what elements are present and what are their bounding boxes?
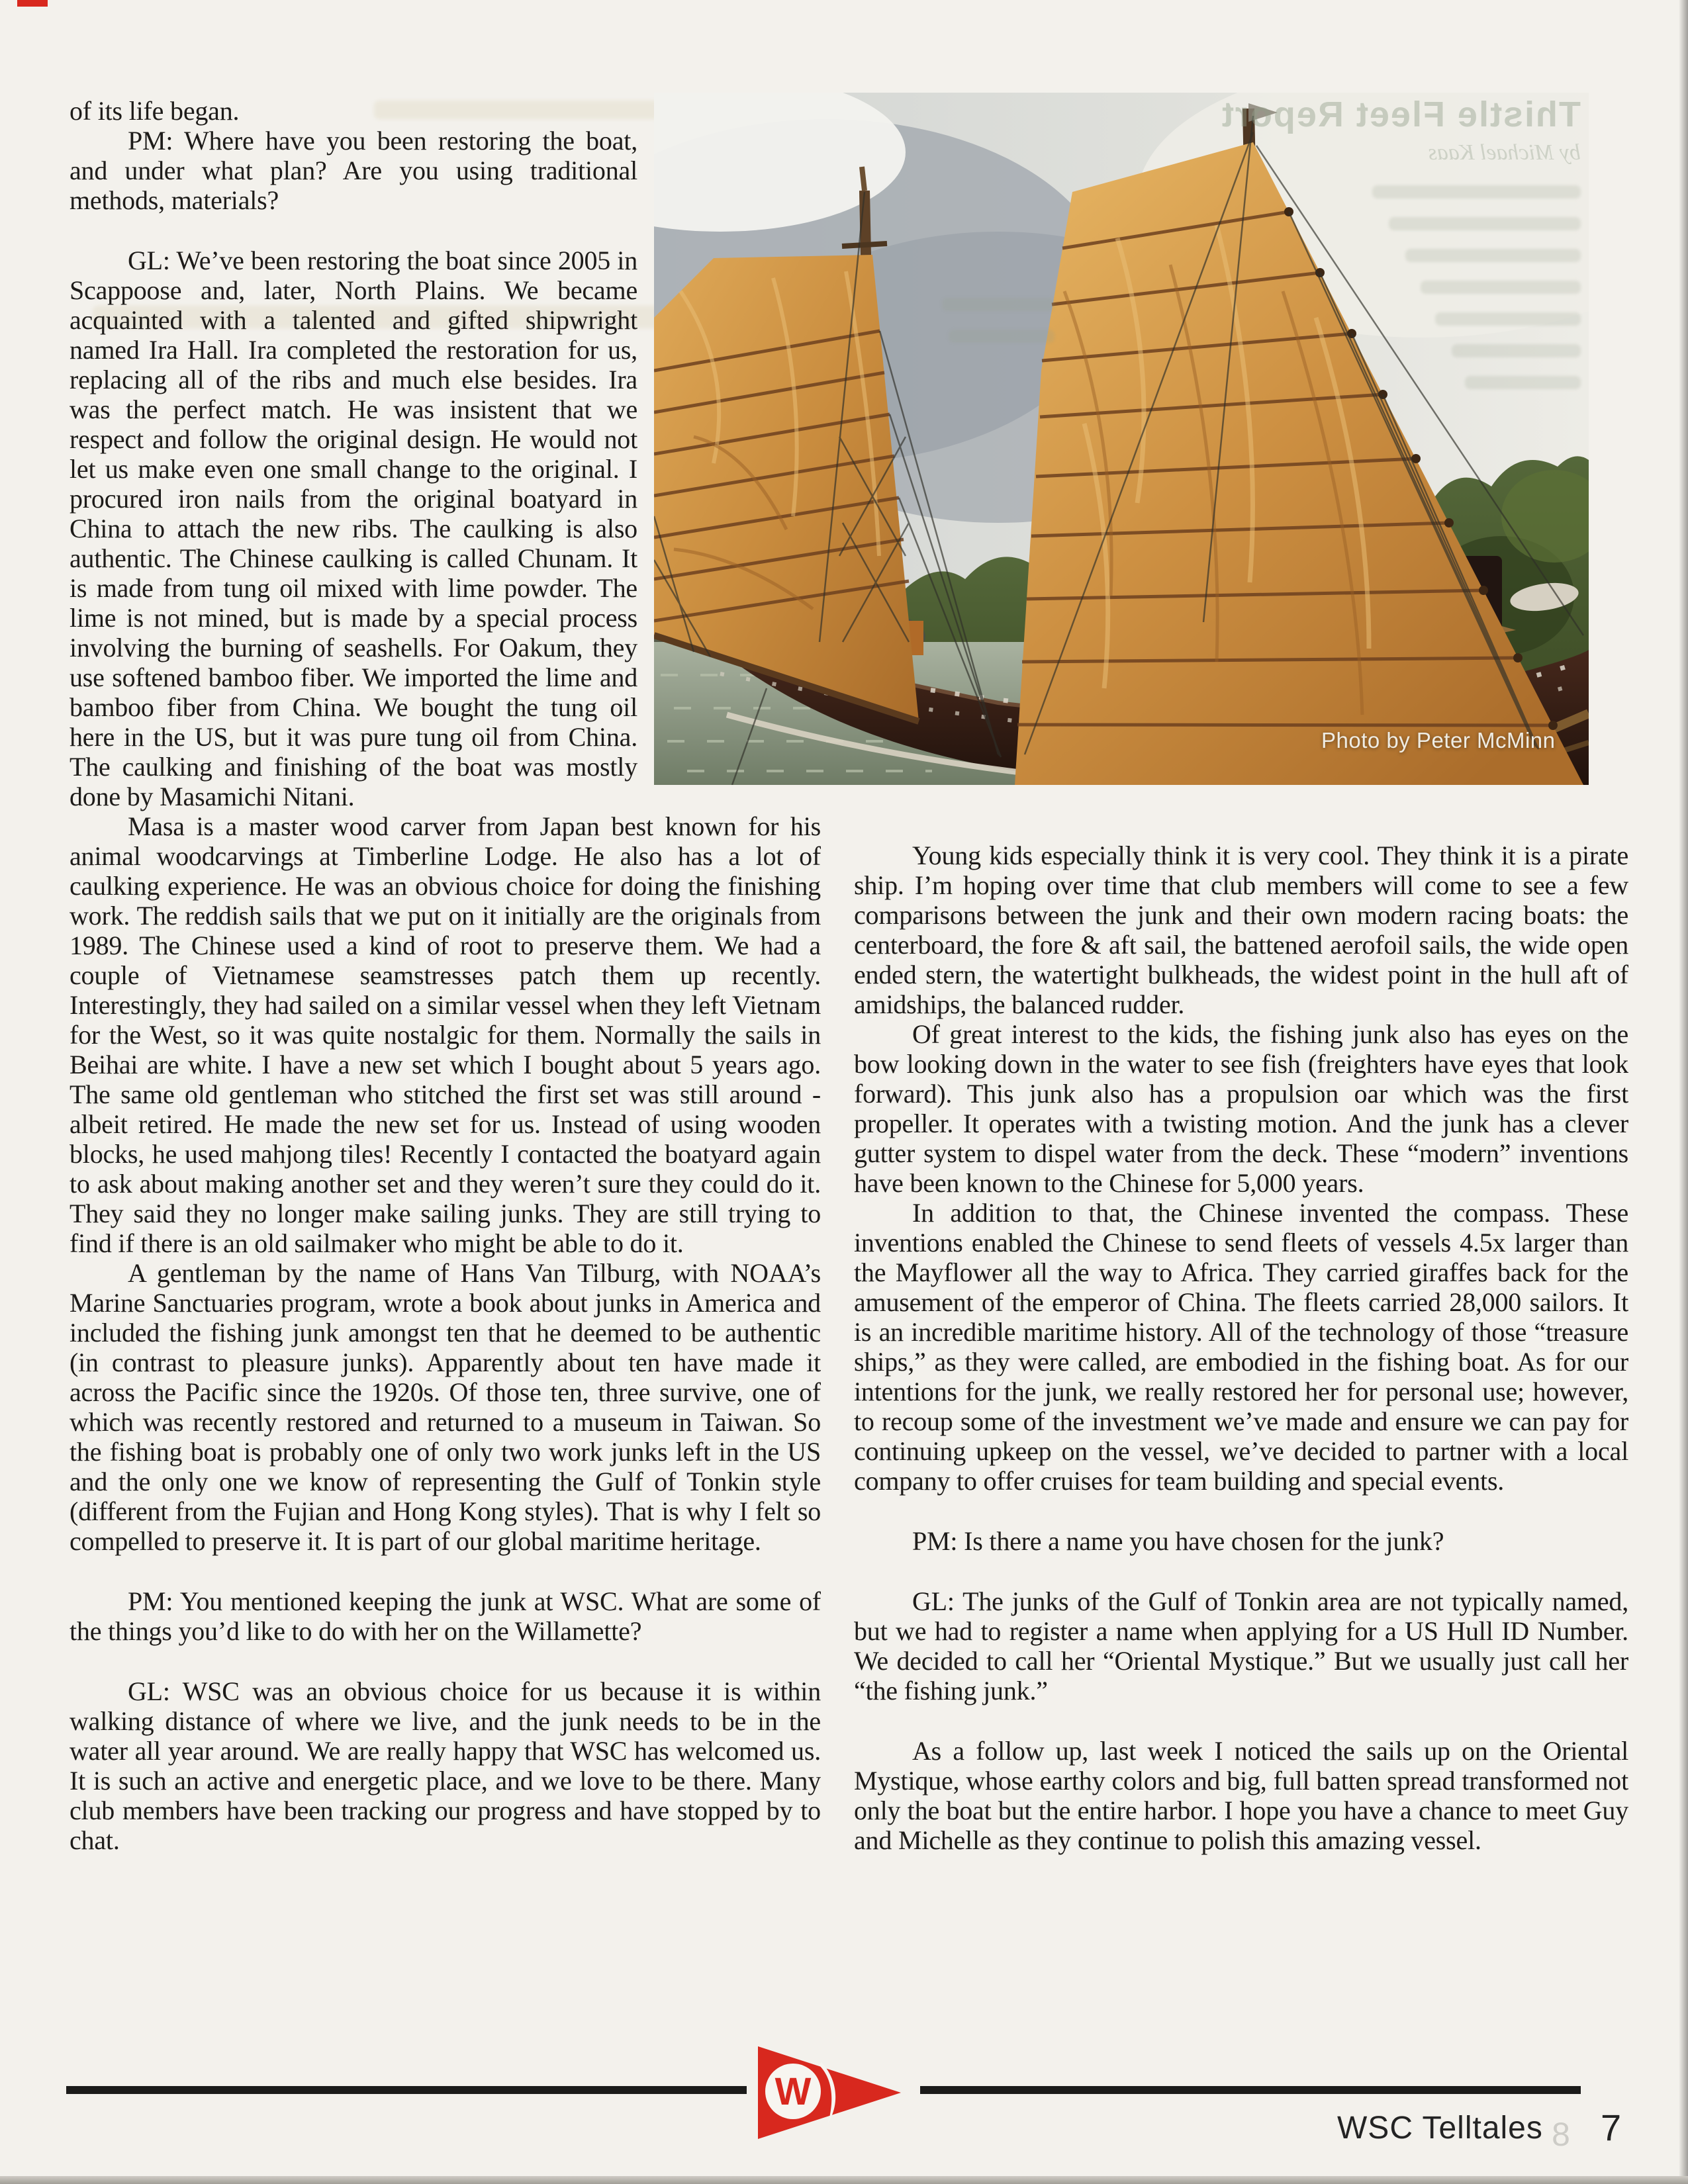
footer-rule-left bbox=[66, 2086, 747, 2094]
ghost-headline: Thistle Fleet Report bbox=[1220, 95, 1581, 134]
publication-title: WSC Telltales bbox=[1337, 2111, 1543, 2146]
ghost-bleedthrough-line bbox=[1452, 344, 1581, 357]
ghost-bleedthrough-line bbox=[1405, 249, 1581, 262]
paragraph: PM: Is there a name you have chosen for the junk? bbox=[912, 1526, 1444, 1556]
ghost-page-number: 8 bbox=[1552, 2116, 1570, 2153]
ghost-bleedthrough-line bbox=[949, 330, 1055, 343]
paragraph: Masa is a master wood carver from Japan best known for his animal woodcarvings at Timberline Lodge. He also has a lot of caulking experience. He was an obvious choice for doing the finishing work. The reddish sails that we put on it initially are the originals from 1989. The Chinese used a kind of root to preserve them. We had a couple of Vietnamese seamstresses patch them up recently. Interestingly, they had sailed on a similar vessel when they left Vietnam for the West, so it was quite nostalgic for them. Normally the sails in Beihai are white. I have a new set which I bought about 5 years ago. The same old gentleman who stitched the first set was still around - albeit retired. He made the new set for us. Instead of using wooden blocks, he used mahjong tiles! Recently I contacted the boatyard again to ask about making another set and they weren’t sure they could do it. They said they no longer make sailing junks. They are still trying to find if there is an old sailmaker who might be able to do it. bbox=[70, 811, 821, 1258]
paragraph: Of great interest to the kids, the fishing junk also has eyes on the bow looking down in the water to see fish (freighters have eyes that look forward). This junk also has a propulsion oar which was the first propeller. It operates with a twisting motion. And the junk has a clever gutter system to dispel water from the deck. These “modern” inventions have been known to the Chinese for 5,000 years. bbox=[854, 1019, 1628, 1198]
paragraph: GL: The junks of the Gulf of Tonkin area are not typically named, but we had to register a name when applying for a US Hull ID Number. We decided to call her “Oriental Mystique.” But we usually just call her “the fishing junk.” bbox=[854, 1586, 1628, 1706]
ghost-bleedthrough-line bbox=[1435, 312, 1581, 326]
page-number: 7 bbox=[1601, 2107, 1622, 2148]
ghost-bleedthrough-line bbox=[1465, 376, 1581, 389]
paragraph: GL: WSC was an obvious choice for us because it is within walking distance of where we live, and the junk needs to be in the water all year around. We are really happy that WSC has welcomed us. It is such an active and energetic place, and we love to be there. Many club members have been tracking our progress and have stopped by to chat. bbox=[70, 1676, 821, 1855]
ghost-bleedthrough-line bbox=[1421, 281, 1581, 294]
paragraph: Young kids especially think it is very cool. They think it is a pirate ship. I’m hoping over time that club members will come to see a few comparisons between the junk and their own modern racing boats: the centerboard, the fore & aft sail, the battened aerofoil sails, the wide open ended stern, the watertight bulkheads, the widest point in the hull aft of amidships, the balanced rudder. bbox=[854, 841, 1628, 1019]
paragraph: of its life began. bbox=[70, 96, 240, 126]
ghost-bleedthrough-line bbox=[1372, 185, 1581, 199]
paragraph: In addition to that, the Chinese invented the compass. These inventions enabled the Chinese to send fleets of vessels 4.5x larger than the Mayflower all the way to Africa. They carried giraffes back for the amusement of the emperor of China. The fleets carried 28,000 sailors. It is an incredible maritime history. All of the technology of those “treasure ships,” as they were called, are embodied in the fishing boat. As for our intentions for the junk, we really restored her for personal use; however, to recoup some of the investment we’ve made and ensure we can pay for continuing upkeep on the vessel, we’ve decided to partner with a local company to offer cruises for team building and special events. bbox=[854, 1198, 1628, 1496]
paragraph: GL: We’ve been restoring the boat since 2005 in Scappoose and, later, North Plains. We became acquainted with a talented and gifted shipwright named Ira Hall. Ira completed the restoration for us, replacing all of the ribs and much else besides. Ira was the perfect match. He was insistent that we respect and follow the original design. He would not let us make even one small change to the original. I procured iron nails from the original boatyard in China to attach the new ribs. The caulking is also authentic. The Chinese caulking is called Chunam. It is made from tung oil mixed with lime powder. The lime is not mined, but is made by a special process involving the burning of seashells. For Oakum, they use softened bamboo fiber. We imported the lime and bamboo fiber from China. We bought the tung oil here in the US, but it was pure tung oil from China. The caulking and finishing of the boat was mostly done by Masamichi Nitani. bbox=[70, 246, 637, 811]
wsc-burgee-logo-icon bbox=[757, 2044, 902, 2142]
photo-caption: Photo by Peter McMinn bbox=[1321, 728, 1556, 752]
paragraph: As a follow up, last week I noticed the sails up on the Oriental Mystique, whose earthy colors and big, full batten spread transformed not only the boat but the entire harbor. I hope you have a chance to meet Guy and Michelle as they continue to polish this amazing vessel. bbox=[854, 1736, 1628, 1855]
registration-mark bbox=[17, 0, 48, 7]
ghost-bleedthrough-line bbox=[1389, 217, 1581, 230]
scan-edge-bottom bbox=[0, 2176, 1688, 2184]
paragraph: PM: Where have you been restoring the boat, and under what plan? Are you using traditional methods, materials? bbox=[70, 126, 637, 215]
junk-boat-photo bbox=[654, 93, 1589, 785]
ghost-byline: by Michael Kaas bbox=[1428, 140, 1581, 165]
footer-rule-right bbox=[920, 2086, 1581, 2094]
paragraph: A gentleman by the name of Hans Van Tilburg, with NOAA’s Marine Sanctuaries program, wrote a book about junks in America and included the fishing junk amongst ten that he deemed to be authentic (in contrast to pleasure junks). Apparently about ten have made it across the Pacific since the 1920s. Of those ten, three survive, one of which was recently restored and returned to a museum in Taiwan. So the fishing boat is probably one of only two work junks left in the US and the only one we know of representing the Gulf of Tonkin style (different from the Fujian and Hong Kong styles). That is why I felt so compelled to preserve it. It is part of our global maritime heritage. bbox=[70, 1258, 821, 1556]
ghost-bleedthrough-line bbox=[942, 298, 1055, 311]
scan-edge-right bbox=[1679, 0, 1688, 2184]
right-column bbox=[854, 841, 1628, 2085]
paragraph: PM: You mentioned keeping the junk at WSC. What are some of the things you’d like to do with her on the Willamette? bbox=[70, 1586, 821, 1646]
svg-text:W: W bbox=[774, 2070, 812, 2113]
